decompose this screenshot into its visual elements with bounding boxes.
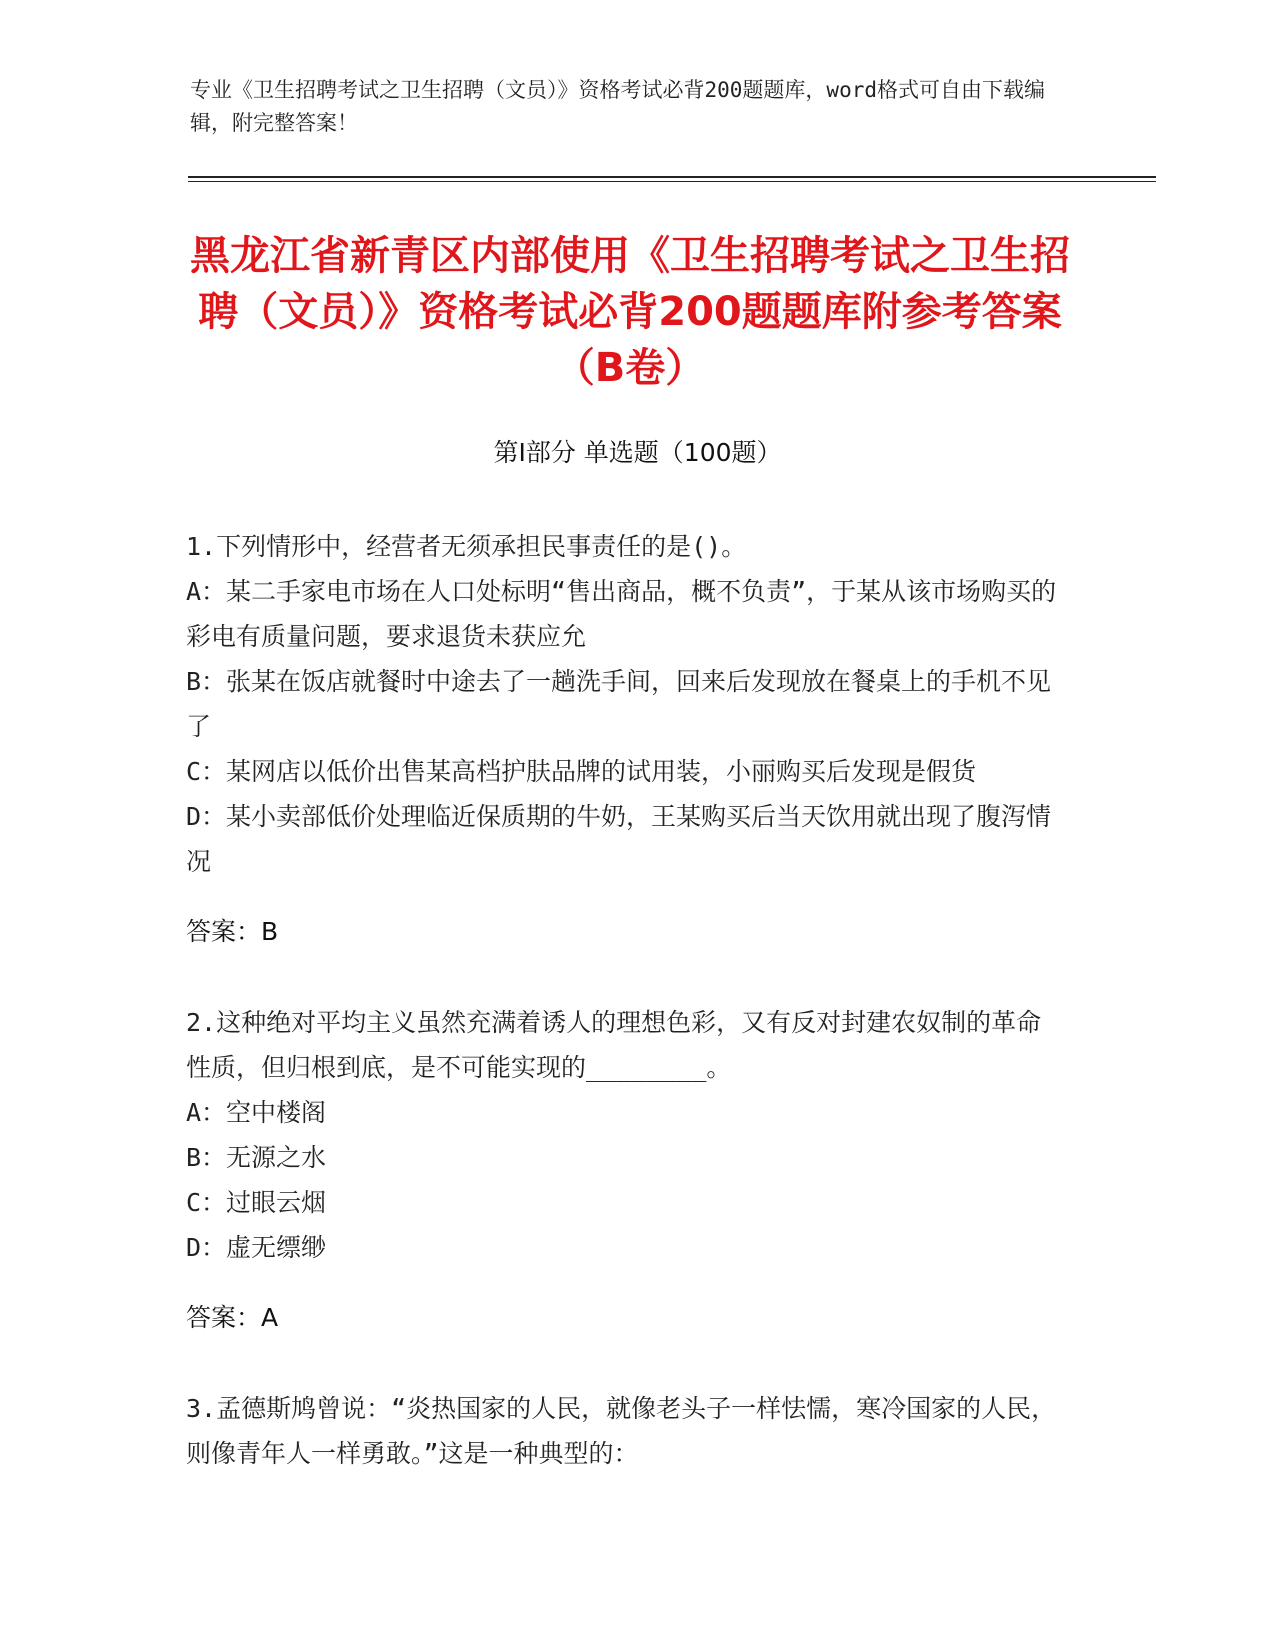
option-c: C：某网店以低价出售某高档护肤品牌的试用装，小丽购买后发现是假货	[186, 757, 977, 786]
question-list	[186, 524, 1066, 1522]
answer-line: 答案：B	[186, 917, 279, 946]
question-2	[186, 1000, 1066, 1340]
question-stem: 1.下列情形中，经营者无须承担民事责任的是()。	[186, 532, 747, 561]
option-b: B：张某在饭店就餐时中途去了一趟洗手间，回来后发现放在餐桌上的手机不见了	[186, 667, 1052, 741]
question-1	[186, 524, 1066, 954]
header-divider-thick	[188, 176, 1156, 178]
header-note: 专业《卫生招聘考试之卫生招聘（文员）》资格考试必背200题题库，word格式可自由下载编辑，附完整答案！	[190, 78, 1045, 135]
question-stem: 3.孟德斯鸠曾说：“炎热国家的人民，就像老头子一样怯懦，寒冷国家的人民，则像青年人一样勇敢。”这是一种典型的：	[186, 1394, 1057, 1468]
question-stem: 2.这种绝对平均主义虽然充满着诱人的理想色彩，又有反对封建农奴制的革命性质，但归根到底，是不可能实现的________。	[186, 1008, 1042, 1082]
header-divider-thin	[188, 181, 1156, 182]
option-d: D：某小卖部低价处理临近保质期的牛奶，王某购买后当天饮用就出现了腹泻情况	[186, 802, 1052, 876]
option-d: D：虚无缥缈	[186, 1233, 327, 1262]
document-title: 黑龙江省新青区内部使用《卫生招聘考试之卫生招聘（文员）》资格考试必背200题题库附参考答案（B卷）	[190, 233, 1070, 391]
option-b: B：无源之水	[186, 1143, 327, 1172]
option-a: A：空中楼阁	[186, 1098, 327, 1127]
question-3	[186, 1386, 1066, 1476]
answer-line: 答案：A	[186, 1303, 279, 1332]
section-heading: 第Ⅰ部分 单选题（100题）	[493, 438, 782, 467]
option-c: C：过眼云烟	[186, 1188, 327, 1217]
option-a: A：某二手家电市场在人口处标明“售出商品，概不负责”，于某从该市场购买的彩电有质量问题，要求退货未获应允	[186, 577, 1057, 651]
